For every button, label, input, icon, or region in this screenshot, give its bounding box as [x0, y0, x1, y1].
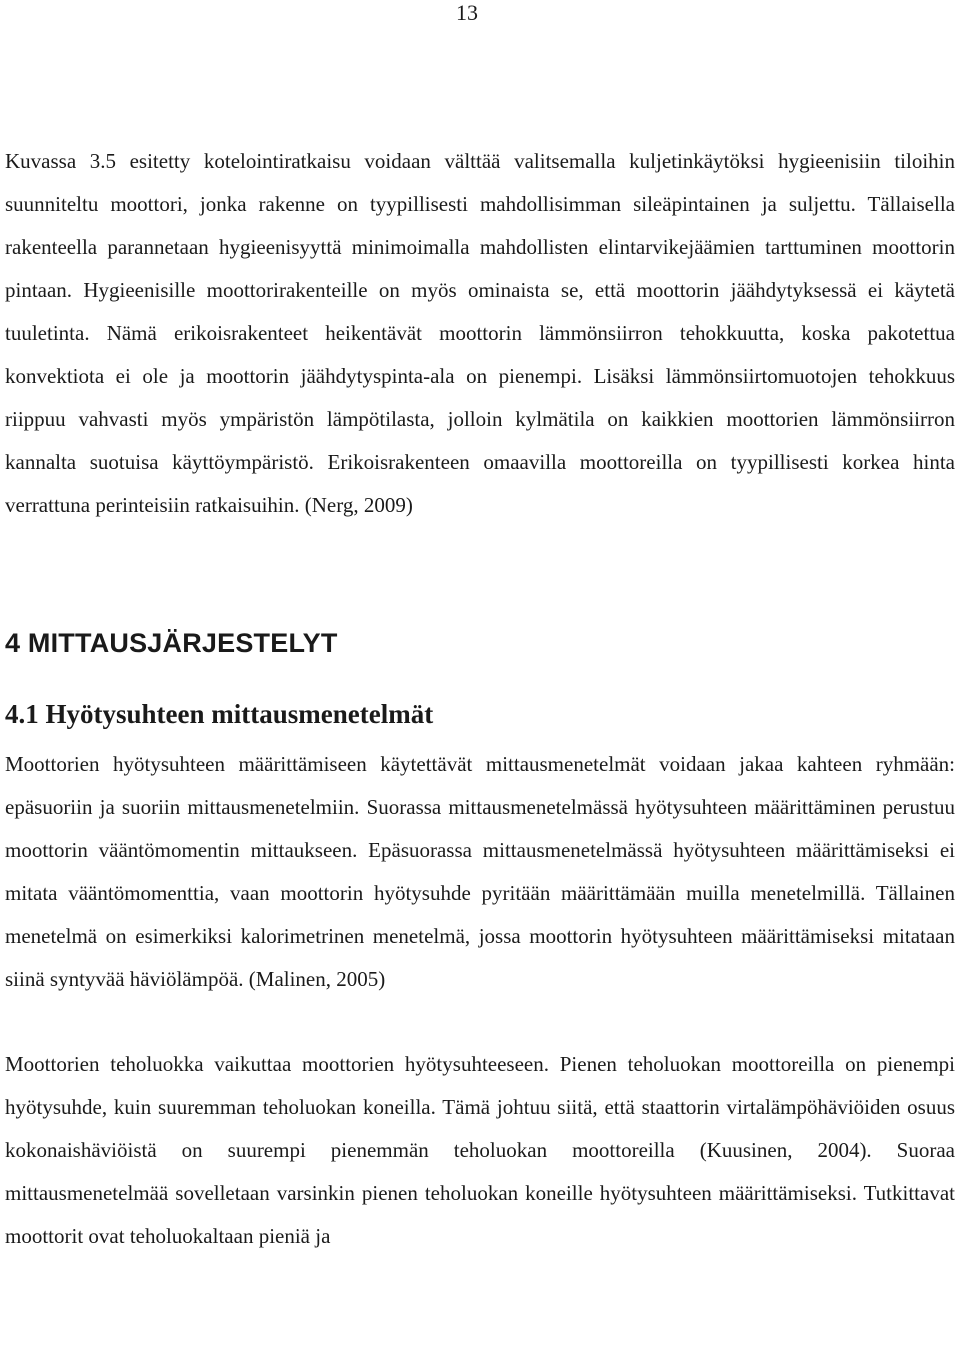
paragraph-motor-enclosure: Kuvassa 3.5 esitetty kotelointiratkaisu voidaan välttää valitsemalla kuljetinkäytöksi hygieenisiin tiloihin suunniteltu moottori, jonka rakenne on tyypillisesti mahdollisimman sileäpintainen ja suljettu. Tällaisella rakenteella parannetaan hygieenisyyttä minimoimalla mahdollisten elintarvikejäämien tarttuminen moottorin pintaan. Hygieenisille moottorirakenteille on myös ominaista se, että moottorin jäähdytyksessä ei käytetä tuuletinta. Nämä erikoisrakenteet heikentävät moottorin lämmönsiirron tehokkuutta, koska pakotettua konvektiota ei ole ja moottorin jäähdytyspinta-ala on pienempi. Lisäksi lämmönsiirtomuotojen tehokkuus riippuu vahvasti myös ympäristön lämpötilasta, jolloin kylmätila on kaikkien moottorien lämmönsiirron kannalta suotuisa käyttöympäristö. Erikoisrakenteen omaavilla moottoreilla on tyypillisesti korkea hinta verrattuna perinteisiin ratkaisuihin. (Nerg, 2009)	[5, 149, 955, 517]
page-number: 13	[456, 0, 478, 25]
paragraph-power-class: Moottorien teholuokka vaikuttaa moottorien hyötysuhteeseen. Pienen teholuokan moottoreilla on pienempi hyötysuhde, kuin suuremman teholuokan koneilla. Tämä johtuu siitä, että staattorin virtalämpöhäviöiden osuus kokonaishäviöistä on suurempi pienemmän teholuokan moottoreilla (Kuusinen, 2004). Suoraa mittausmenetelmää sovelletaan varsinkin pienen teholuokan koneille hyötysuhteen määrittämiseksi. Tutkittavat moottorit ovat teholuokaltaan pieniä ja	[5, 1052, 955, 1248]
section-heading: 4.1 Hyötysuhteen mittausmenetelmät	[5, 699, 434, 729]
chapter-heading: 4 MITTAUSJÄRJESTELYT	[5, 628, 338, 658]
document-body	[5, 140, 955, 1258]
paragraph-measurement-methods: Moottorien hyötysuhteen määrittämiseen käytettävät mittausmenetelmät voidaan jakaa kahteen ryhmään: epäsuoriin ja suoriin mittausmenetelmiin. Suorassa mittausmenetelmässä hyötysuhteen määrittäminen perustuu moottorin vääntömomentin mittaukseen. Epäsuorassa mittausmenetelmässä hyötysuhteen määrittämiseksi ei mitata vääntömomenttia, vaan moottorin hyötysuhde pyritään määrittämään muilla menetelmillä. Tällainen menetelmä on esimerkiksi kalorimetrinen menetelmä, jossa moottorin hyötysuhteen määrittämiseksi mitataan siinä syntyvää häviölämpöä. (Malinen, 2005)	[5, 752, 955, 991]
